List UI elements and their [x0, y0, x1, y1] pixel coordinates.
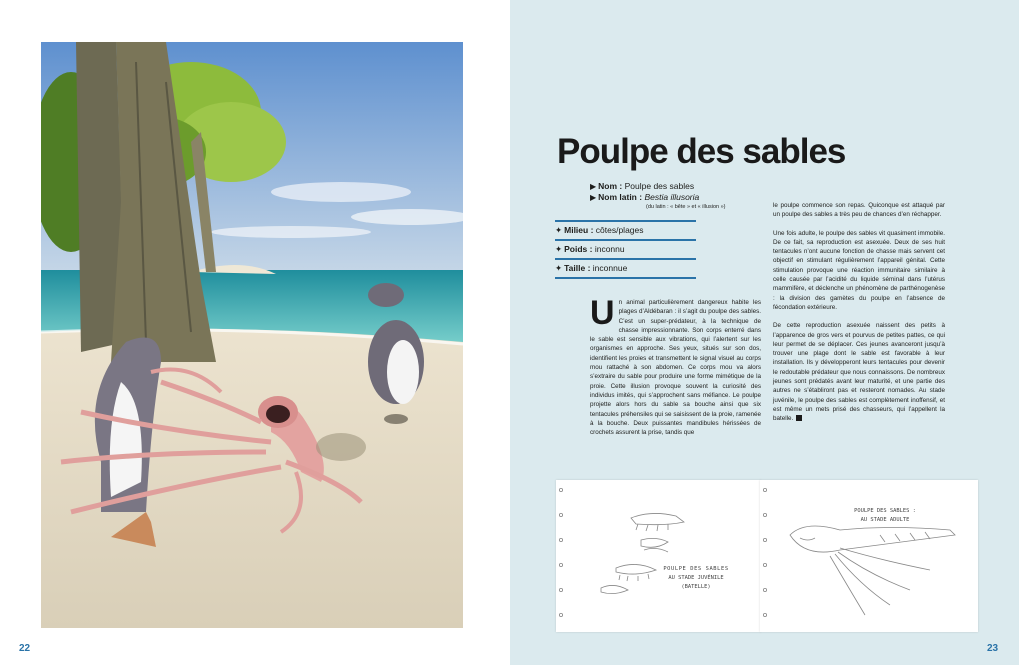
latin-name-value: Bestia illusoria — [644, 192, 700, 202]
latin-etymology-note: (du latin : « bête » et « illusion ») — [646, 204, 726, 210]
latin-name-row — [590, 192, 780, 203]
article-title: Poulpe des sables — [557, 132, 846, 171]
body-paragraph: le poulpe commence son repas. Quiconque est attaqué par un poulpe des sables a très peu de chances d’en réchapper. — [773, 202, 945, 219]
sketch-caption-line: (BATELLE) — [681, 584, 711, 590]
fact-label: Taille : — [564, 263, 591, 273]
fact-weight — [555, 239, 696, 258]
page-number: 22 — [19, 643, 31, 654]
triangle-bullet-icon: ▶ — [590, 182, 597, 191]
page-number: 23 — [987, 643, 999, 654]
fact-label: Poids : — [564, 244, 593, 254]
fact-label: Milieu : — [564, 225, 594, 235]
sketch-adult — [760, 480, 978, 632]
star-bullet-icon: ✦ — [555, 244, 563, 254]
triangle-bullet-icon: ▶ — [590, 193, 597, 202]
name-label: Nom : — [598, 181, 623, 191]
star-bullet-icon: ✦ — [555, 225, 563, 235]
latin-name-label: Nom latin : — [598, 192, 643, 202]
sketch-caption-line: AU STADE JUVÉNILE — [668, 575, 724, 581]
sketch-caption-line: POULPE DES SABLES — [663, 566, 729, 572]
name-value: Poulpe des sables — [624, 181, 695, 191]
fact-value: inconnue — [592, 263, 628, 273]
sketch-caption-line: AU STADE ADULTE — [860, 517, 910, 523]
fact-value: côtes/plages — [595, 225, 644, 235]
drop-cap: U — [590, 294, 615, 332]
end-mark-icon — [796, 415, 802, 421]
body-paragraph-last: De cette reproduction asexuée naissent des petits à l’apparence de gros vers et pourvus de petites pattes, ce qui leur permet de se déplacer. Ces jeunes avanceront jusqu’à trouver une plage dont le sable est favorable à leur installation. Ils y développeront leurs tentacules pour devenir le redoutable prédateur que nous connaissons. De nombreux jeunes sont prédatés avant leur maturité, et une partie des autres ne s’établiront pas et resteront nomades. Au stade juvénile, le poulpe des sables est complètement inoffensif, et est même un mets prisé des chasseurs, qui l’appellent la batelle. — [773, 322, 945, 423]
right-page — [510, 0, 1019, 665]
name-row — [590, 181, 780, 192]
facts-box — [555, 220, 696, 279]
sand-octopus-illustration — [41, 42, 463, 628]
body-column-1 — [590, 294, 761, 437]
fact-size — [555, 258, 696, 279]
body-paragraph: Une fois adulte, le poulpe des sables vit quasiment immobile. De ce fait, sa reproduction est asexuée. Deux de ses huit tentacules n’ont aucune fonction de chasse mais servent cet objectif en stimulant régulièrement l’appareil génital. Cette stimulation provoque une réaction immunitaire similaire à celle causée par l’acidité du liquide séminal dans l’utérus mammifère, et déclenche un phénomène de parthénogenèse : la division des gamètes du poulpe en l’absence de fécondation extérieure. — [773, 229, 945, 311]
identity-block — [590, 181, 780, 212]
star-bullet-icon: ✦ — [555, 263, 563, 273]
fact-habitat — [555, 220, 696, 239]
body-column-2 — [773, 201, 945, 433]
body-text: n animal particulièrement dangereux habite les plages d’Aldébaran : il s’agit du poulpe des sables. C’est un super-prédateur, à la technique de chasse impressionnante. Son corps enterré dans le sable est sensible aux vibrations, qui l’alertent sur les organismes en approche. Ses yeux, situés sur son dos, identifient les proies et transmettent le signal visuel au corps mou rattaché à son abdomen. Ce corps mou va alors s’extraire du sable pour produire une forme mimétique de la proie. Cette illusion provoque souvent la curiosité des individus imités, qui s’approchent sans méfiance. Le poulpe projette alors hors du sable sa bouche ainsi que six tentacules préhensiles qui se saisissent de la proie, ramenée à la bouche. Deux puissantes mandibules hérissées de crochets assurent la prise, tandis que — [590, 299, 761, 437]
fact-value: inconnu — [594, 244, 625, 254]
sketch-juvenile — [556, 480, 761, 632]
sketch-caption-line: POULPE DES SABLES : — [854, 508, 916, 514]
